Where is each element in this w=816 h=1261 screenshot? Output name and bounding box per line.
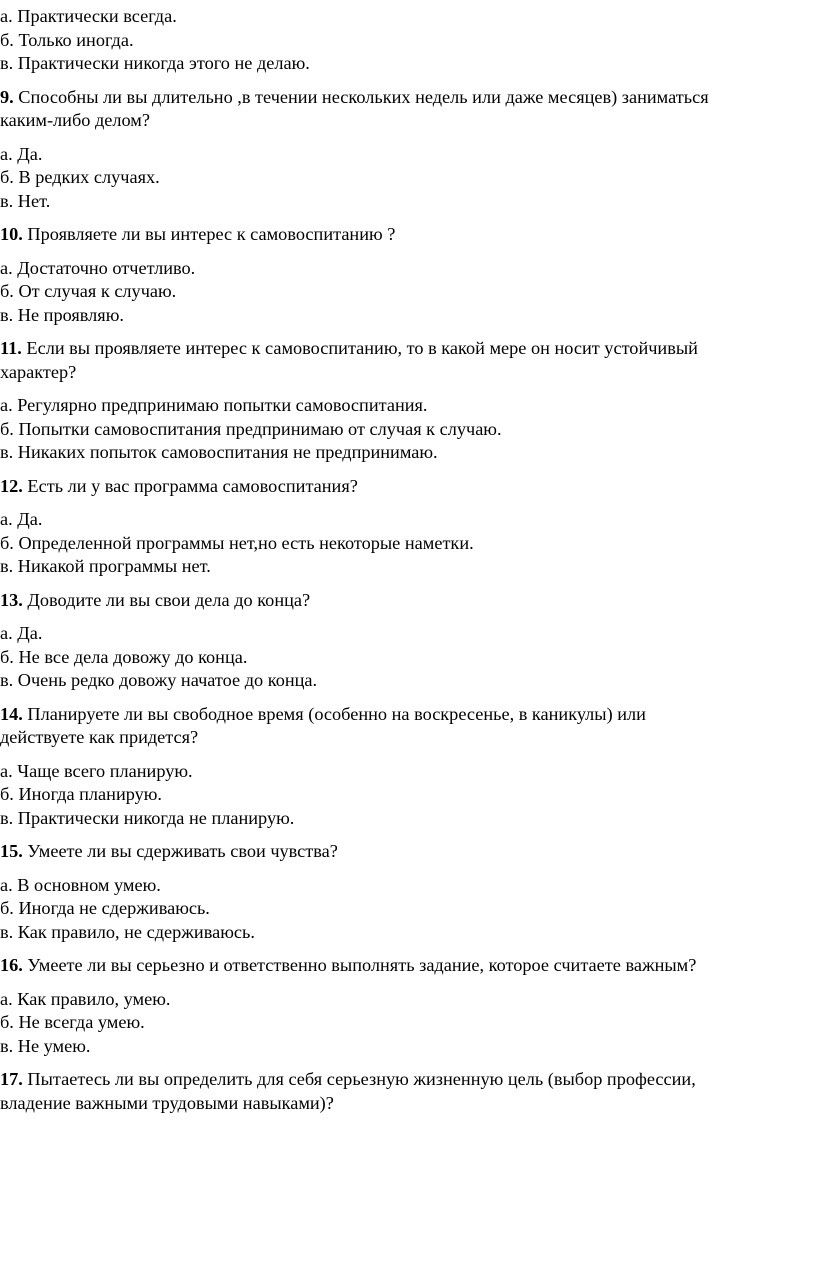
- answer-option: [0, 1011, 145, 1035]
- answer-option-text: б. Иногда не сдерживаюсь.: [0, 898, 210, 918]
- answer-option-text: а. Как правило, умею.: [0, 988, 171, 1009]
- question-number: 17.: [0, 1069, 23, 1089]
- answer-option: [0, 532, 474, 556]
- answer-option: [0, 441, 438, 465]
- answer-option-text: а. Достаточно отчетливо.: [0, 257, 196, 278]
- answer-option-text: в. Практически никогда не планирую.: [0, 807, 295, 828]
- answer-option: [0, 874, 161, 898]
- answer-option: [0, 622, 42, 646]
- answer-option: [0, 394, 428, 418]
- answer-option-text: б. Не все дела довожу до конца.: [0, 646, 248, 667]
- answer-option: [0, 304, 124, 328]
- question-line: [0, 109, 150, 133]
- answer-option: [0, 166, 160, 190]
- question-line: [0, 337, 698, 361]
- question-line: [0, 475, 358, 499]
- answer-option: [0, 646, 247, 670]
- answer-option-text: в. Не умею.: [0, 1035, 91, 1056]
- answer-option-text: б. Иногда планирую.: [0, 784, 162, 804]
- question-text: Пытаетесь ли вы определить для себя серьезную жизненную цель (выбор профессии,: [22, 1069, 696, 1089]
- answer-option-text: а. Практически всегда.: [0, 6, 177, 26]
- question-number: 13.: [0, 589, 23, 610]
- answer-option-text: в. Практически никогда этого не делаю.: [0, 53, 310, 73]
- answer-option: [0, 257, 195, 281]
- answer-option: [0, 5, 177, 29]
- answer-option-text: в. Нет.: [0, 190, 51, 211]
- answer-option: [0, 555, 211, 579]
- answer-option: [0, 52, 310, 76]
- question-text: Проявляете ли вы интерес к самовоспитанию ?: [22, 224, 396, 244]
- question-number: 16.: [0, 955, 23, 975]
- answer-option: [0, 190, 50, 214]
- question-line: [0, 589, 310, 613]
- answer-option: [0, 807, 294, 831]
- answer-option-text: б. Попытки самовоспитания предпринимаю от случая к случаю.: [0, 418, 502, 439]
- answer-option-text: б. Только иногда.: [0, 29, 134, 50]
- answer-option-text: а. Да.: [0, 143, 43, 164]
- question-line: [0, 223, 395, 247]
- question-number: 10.: [0, 224, 23, 244]
- answer-option: [0, 418, 502, 442]
- answer-option: [0, 760, 193, 784]
- question-line: [0, 361, 76, 385]
- answer-option-text: а. Да.: [0, 509, 43, 529]
- answer-option: [0, 508, 42, 532]
- question-number: 12.: [0, 475, 23, 496]
- answer-option-text: б. В редких случаях.: [0, 167, 160, 187]
- answer-option-text: а. Регулярно предпринимаю попытки самовоспитания.: [0, 395, 428, 415]
- answer-option: [0, 143, 42, 167]
- question-line: [0, 703, 646, 727]
- answer-option-text: а. Чаще всего планирую.: [0, 760, 193, 781]
- answer-option-text: б. Определенной программы нет,но есть некоторые наметки.: [0, 532, 474, 553]
- answer-option-text: б. Не всегда умею.: [0, 1012, 145, 1032]
- answer-option-text: в. Очень редко довожу начатое до конца.: [0, 670, 318, 690]
- answer-option: [0, 1035, 90, 1059]
- question-text: Умеете ли вы серьезно и ответственно выполнять задание, которое считаете важным?: [22, 955, 697, 975]
- question-text: Если вы проявляете интерес к самовоспитанию, то в какой мере он носит устойчивый: [21, 338, 698, 358]
- question-text: Доводите ли вы свои дела до конца?: [22, 589, 311, 610]
- answer-option-text: в. Никаких попыток самовоспитания не предпринимаю.: [0, 442, 438, 462]
- answer-option: [0, 897, 210, 921]
- question-number: 9.: [0, 86, 14, 107]
- answer-option: [0, 921, 255, 945]
- answer-option: [0, 669, 317, 693]
- answer-option: [0, 783, 162, 807]
- question-number: 14.: [0, 703, 23, 724]
- question-text: характер?: [0, 361, 77, 382]
- question-text: Способны ли вы длительно ,в течении нескольких недель или даже месяцев) заниматься: [13, 86, 709, 107]
- answer-option-text: а. В основном умею.: [0, 874, 161, 895]
- question-number: 11.: [0, 338, 22, 358]
- answer-option-text: б. От случая к случаю.: [0, 281, 177, 301]
- question-text: Есть ли у вас программа самовоспитания?: [22, 475, 358, 496]
- question-line: [0, 954, 696, 978]
- answer-option: [0, 29, 134, 53]
- question-text: Умеете ли вы сдерживать свои чувства?: [22, 841, 338, 861]
- question-line: [0, 840, 338, 864]
- answer-option: [0, 280, 176, 304]
- question-number: 15.: [0, 841, 23, 861]
- question-text: каким-либо делом?: [0, 110, 150, 130]
- answer-option-text: а. Да.: [0, 623, 43, 643]
- question-text: действуете как придется?: [0, 727, 199, 747]
- answer-option-text: в. Не проявляю.: [0, 304, 124, 325]
- question-line: [0, 1068, 696, 1092]
- answer-option-text: в. Как правило, не сдерживаюсь.: [0, 921, 255, 942]
- question-line: [0, 1092, 334, 1116]
- question-line: [0, 86, 709, 110]
- question-text: владение важными трудовыми навыками)?: [0, 1092, 334, 1113]
- question-line: [0, 726, 198, 750]
- question-text: Планируете ли вы свободное время (особенно на воскресенье, в каникулы) или: [22, 703, 646, 724]
- answer-option-text: в. Никакой программы нет.: [0, 556, 211, 576]
- answer-option: [0, 988, 170, 1012]
